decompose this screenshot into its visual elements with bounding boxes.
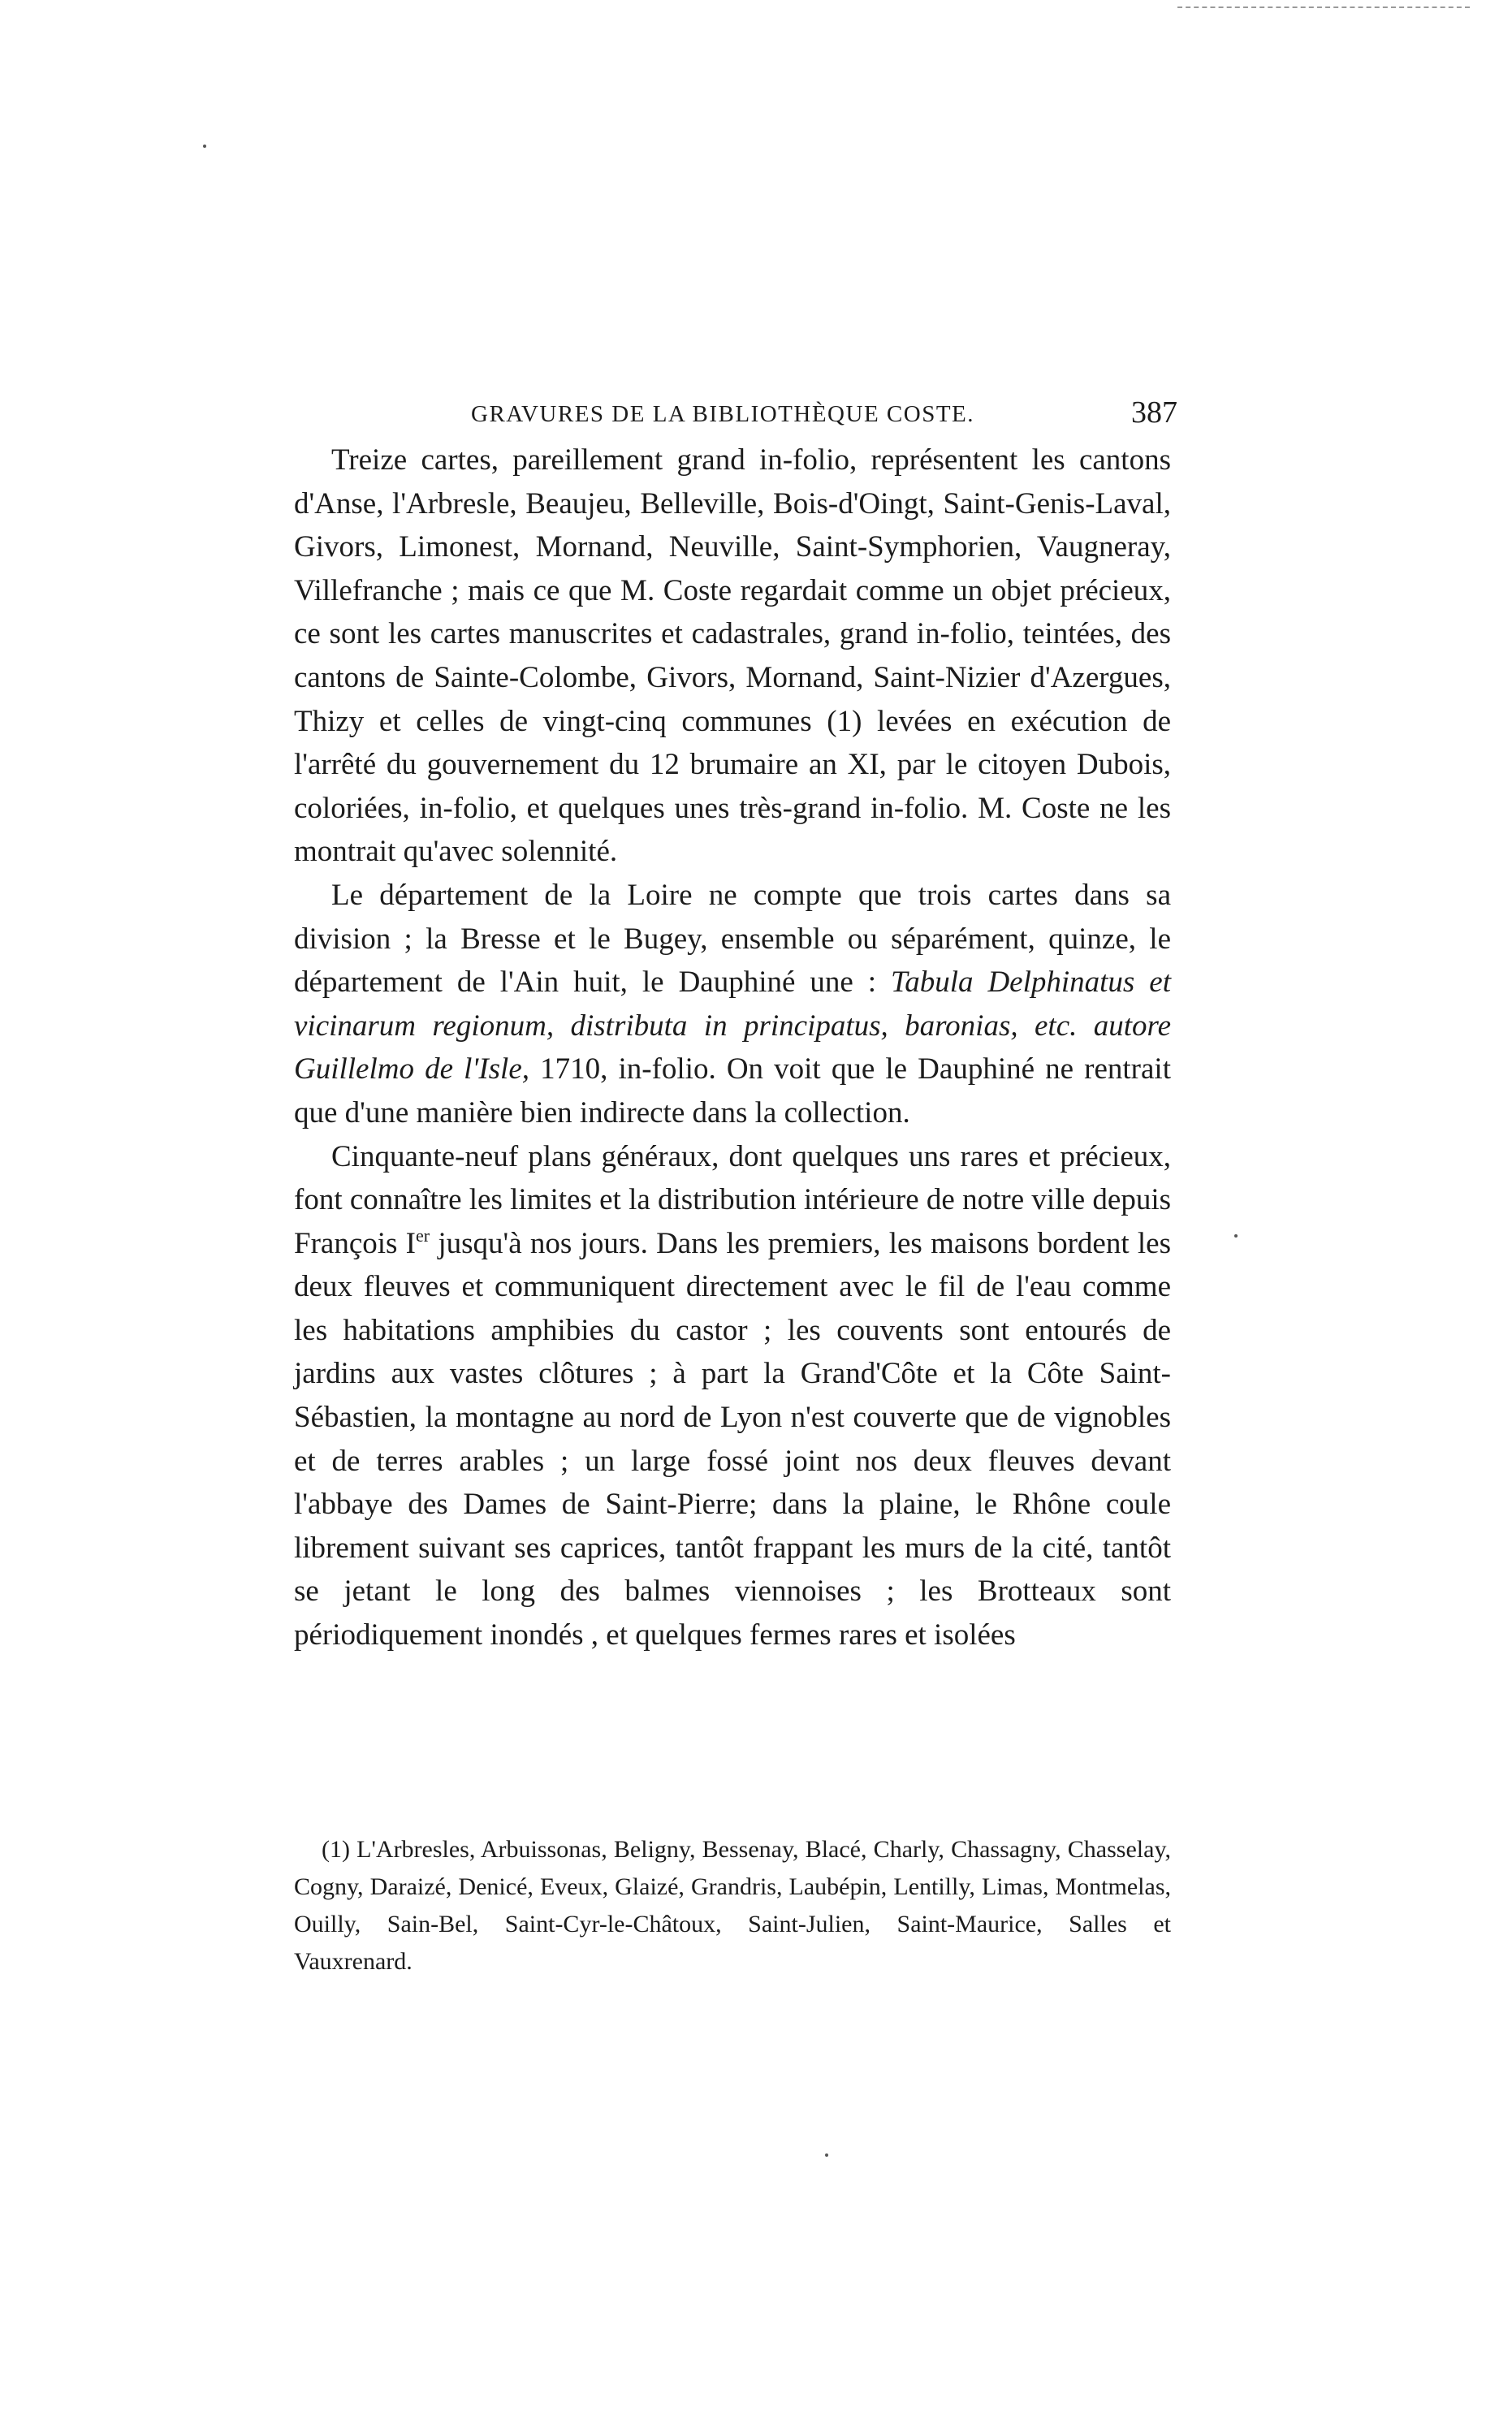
paragraph-1: Treize cartes, pareillement grand in-folio, représentent les cantons d'Anse, l'Arbresle, Beaujeu, Belleville, Bois-d'Oingt, Saint-Genis-Laval, Givors, Limonest, Mornand, Neuville, Saint-Symphorien, Vaugneray, Villefranche ; mais ce que M. Coste regardait comme un objet précieux, ce sont les cartes manuscrites et cadastrales, grand in-folio, teintées, des cantons de Sainte-Colombe, Givors, Mornand, Saint-Nizier d'Azergues, Thizy et celles de vingt-cinq communes (1) levées en exécution de l'arrêté du gouvernement du 12 brumaire an XI, par le citoyen Dubois, coloriées, in-folio, et quelques unes très-grand in-folio. M. Coste ne les montrait qu'avec solennité. [294, 443, 1171, 869]
ink-speck [1234, 1234, 1238, 1238]
paragraph-3-text-a: Cinquante-neuf plans généraux, dont quelques uns rares et précieux, font connaître les limites et la distribution intérieure de notre ville depuis François I [294, 1139, 1171, 1260]
paragraph-2-latin-title: Tabula Delphinatus et vicinarum regionum, distributa in principatus, baronias, etc. autore Guillelmo de l'Isle, [294, 965, 1171, 1086]
paragraph-3-text-b: jusqu'à nos jours. Dans les premiers, les maisons bordent les deux fleuves et communiquent directement avec le fil de l'eau comme les habitations amphibies du castor ; les couvents sont entourés de jardins aux vastes clôtures ; à part la Grand'Côte et la Côte Saint-Sébastien, la montagne au nord de Lyon n'est couverte que de vignobles et de terres arables ; un large fossé joint nos deux fleuves devant l'abbaye des Dames de Saint-Pierre; dans la plaine, le Rhône coule librement suivant ses caprices, tantôt frappant les murs de la cité, tantôt se jetant le long des balmes viennoises ; les Brotteaux sont périodiquement inondés , et quelques fermes rares et isolées [294, 1226, 1171, 1652]
paragraph-2-text-a: Le département de la Loire ne compte que trois cartes dans sa division ; la Bresse et le Bugey, ensemble ou séparément, quinze, le département de l'Ain huit, le Dauphiné une : [294, 878, 1171, 1000]
page-number: 387 [1131, 395, 1177, 430]
ink-speck [203, 145, 206, 148]
paragraph-2 [294, 874, 1171, 1135]
footnote [294, 1831, 1171, 1981]
paragraph-3 [294, 1135, 1171, 1657]
main-text [294, 438, 1171, 1657]
paragraph-2-text-b: 1710, in-folio. On voit que le Dauphiné ne rentrait que d'une manière bien indirecte dans la collection. [294, 1052, 1171, 1130]
paragraph-3-superscript: er [416, 1225, 430, 1246]
footnote-text: (1) L'Arbresles, Arbuissonas, Beligny, Bessenay, Blacé, Charly, Chassagny, Chasselay, Cogny, Daraizé, Denicé, Eveux, Glaizé, Grandris, Laubépin, Lentilly, Limas, Montmelas, Ouilly, Sain-Bel, Saint-Cyr-le-Châtoux, Saint-Julien, Saint-Maurice, Salles et Vauxrenard. [294, 1836, 1171, 1975]
ink-speck [825, 2153, 828, 2157]
top-edge-rule [1177, 6, 1470, 8]
page-header [292, 396, 1177, 432]
running-head: GRAVURES DE LA BIBLIOTHÈQUE COSTE. [471, 401, 974, 427]
